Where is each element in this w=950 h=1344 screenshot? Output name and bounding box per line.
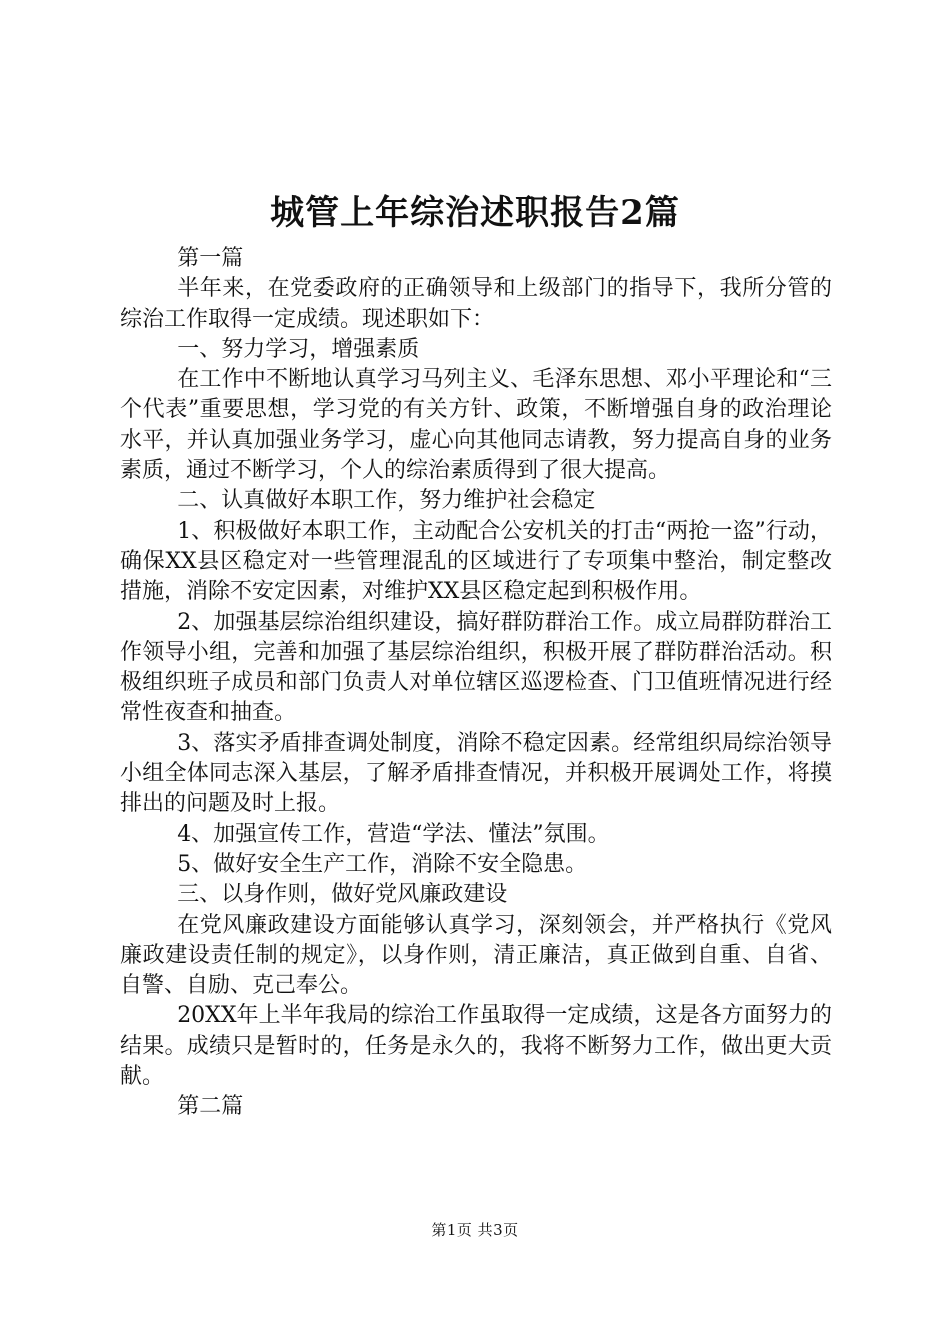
document-body — [120, 244, 832, 1123]
section-heading-duty: 二、认真做好本职工作，努力维护社会稳定 — [177, 488, 596, 514]
duty-item-3: 3、落实矛盾排查调处制度，消除不稳定因素。经常组织局综治领导小组全体同志深入基层，了解矛盾排查情况，并积极开展调处工作，将摸排出的问题及时上报。 — [120, 730, 832, 817]
duty-item-4: 4、加强宣传工作，营造“学法、懂法”氛围。 — [177, 821, 610, 847]
page-footer: 第1页 共3页 — [431, 1221, 519, 1239]
study-paragraph: 在工作中不断地认真学习马列主义、毛泽东思想、邓小平理论和“三个代表”重要思想，学习党的有关方针、政策，不断增强自身的政治理论水平，并认真加强业务学习，虚心向其他同志请教，努力提高自身的业务素质，通过不断学习，个人的综治素质得到了很大提高。 — [120, 367, 832, 484]
summary-paragraph: 20XX年上半年我局的综治工作虽取得一定成绩，这是各方面努力的结果。成绩只是暂时的，任务是永久的，我将不断努力工作，做出更大贡献。 — [120, 1003, 832, 1090]
integrity-paragraph: 在党风廉政建设方面能够认真学习，深刻领会，并严格执行《党风廉政建设责任制的规定》，以身作则，清正廉洁，真正做到自重、自省、自警、自励、克己奉公。 — [120, 912, 832, 999]
section-heading-part-one: 第一篇 — [177, 246, 244, 271]
duty-item-2: 2、加强基层综治组织建设，搞好群防群治工作。成立局群防群治工作领导小组，完善和加强了基层综治组织，积极开展了群防群治活动。积极组织班子成员和部门负责人对单位辖区巡逻检查、门卫值班情况进行经常性夜查和抽查。 — [120, 609, 832, 726]
document-title: 城管上年综治述职报告2篇 — [270, 193, 680, 233]
duty-item-5: 5、做好安全生产工作，消除不安全隐患。 — [177, 851, 588, 877]
intro-paragraph: 半年来，在党委政府的正确领导和上级部门的指导下，我所分管的综治工作取得一定成绩。现述职如下： — [120, 276, 832, 332]
section-heading-study: 一、努力学习，增强素质 — [177, 336, 420, 362]
duty-item-1: 1、积极做好本职工作，主动配合公安机关的打击“两抢一盗”行动，确保XX县区稳定对一些管理混乱的区域进行了专项集中整治，制定整改措施，消除不安定因素，对维护XX县区稳定起到积极作用。 — [120, 518, 832, 605]
section-heading-part-two: 第二篇 — [177, 1094, 244, 1120]
section-heading-integrity: 三、以身作则，做好党风廉政建设 — [177, 882, 508, 908]
